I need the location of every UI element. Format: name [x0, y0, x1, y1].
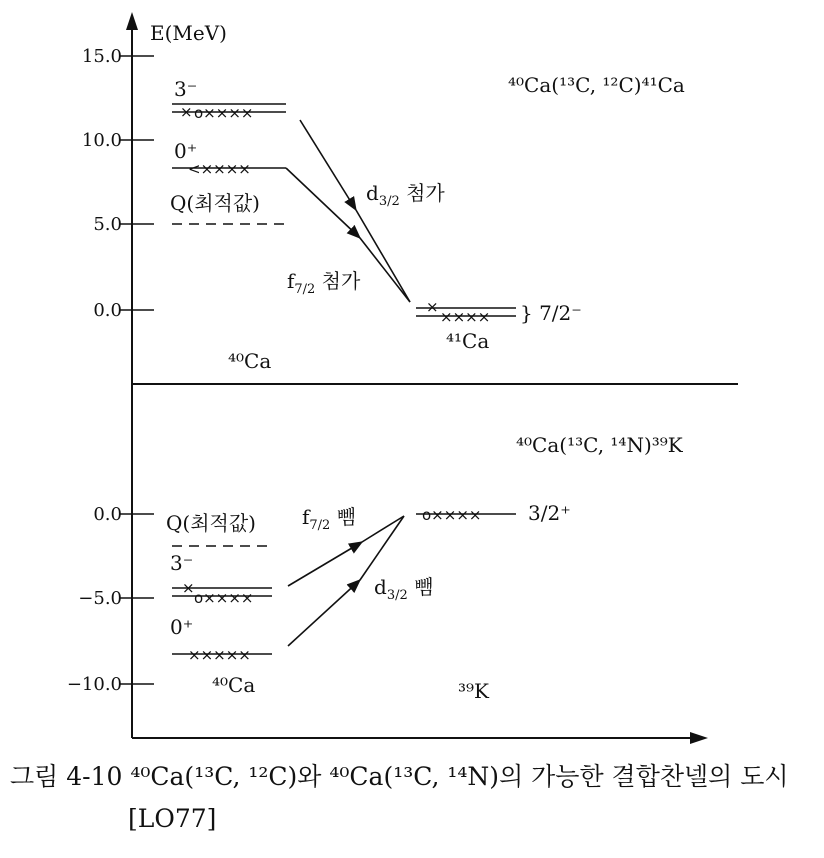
tick-0-bottom: 0.0: [93, 504, 122, 525]
level-3minus-bottom-marks: o××××: [194, 589, 254, 607]
arrow-d32-add: [300, 120, 356, 210]
caption-line-1: 그림 4-10 ⁴⁰Ca(¹³C, ¹²C)와 ⁴⁰Ca(¹³C, ¹⁴N)의 가능한 결합찬넬의 도시: [10, 762, 789, 791]
nucleus-40ca-top: ⁴⁰Ca: [228, 349, 272, 373]
level-0plus-bottom-marks: ×××××: [188, 646, 251, 664]
bottom-ticks: [67, 504, 154, 695]
nucleus-39k: ³⁹K: [458, 679, 489, 703]
tick-minus10: −10.0: [66, 674, 122, 695]
tick-0-top: 0.0: [93, 300, 122, 321]
nucleus-40ca-bottom: ⁴⁰Ca: [212, 673, 256, 697]
level-label-3minus-top: 3⁻: [174, 77, 198, 101]
tick-15: 15.0: [81, 46, 122, 67]
y-axis-label: E(MeV): [150, 21, 227, 45]
caption-line-2: [LO77]: [128, 804, 217, 833]
level-label-7-2minus: } 7/2⁻: [520, 301, 582, 325]
arrow-f72-add: [286, 168, 360, 238]
nucleus-41ca: ⁴¹Ca: [446, 329, 490, 353]
level-label-0plus-bottom: 0⁺: [170, 615, 194, 639]
arrow-f72-remove: [288, 542, 362, 586]
arrow-d32-remove: [288, 580, 360, 646]
level-39k-marks: o××××: [422, 506, 482, 524]
arrow-d32-remove-tail: [360, 516, 404, 580]
level-41ca-crosses: ××××: [440, 308, 491, 326]
y-axis-arrow: [126, 12, 138, 30]
label-d32-remove: $d_{3/2}$ 뺌: [374, 575, 434, 603]
label-d32-add: $d_{3/2}$ 첨가: [366, 181, 445, 209]
level-41ca-cross: ×: [426, 298, 439, 316]
q-optimal-top-label: Q(최적값): [170, 191, 260, 215]
tick-5: 5.0: [93, 214, 122, 235]
tick-minus5: −5.0: [78, 588, 122, 609]
top-ticks: [82, 46, 154, 321]
level-0plus-marks: <××××: [188, 160, 251, 178]
reaction-bottom: ⁴⁰Ca(¹³C, ¹⁴N)³⁹K: [516, 433, 683, 457]
level-label-3minus-bottom: 3⁻: [170, 551, 194, 575]
reaction-top: ⁴⁰Ca(¹³C, ¹²C)⁴¹Ca: [508, 73, 685, 97]
label-f72-remove: $f_{7/2}$ 뺌: [302, 505, 357, 533]
level-3minus-crosses: ×: [180, 103, 193, 121]
arrow-f72-remove-tail: [362, 516, 404, 542]
level-label-3-2plus: 3/2⁺: [528, 501, 571, 525]
label-f72-add: $f_{7/2}$ 첨가: [287, 269, 361, 297]
x-axis-arrow: [690, 732, 708, 744]
arrow-d32-add-tail: [356, 210, 410, 302]
q-optimal-bottom-label: Q(최적값): [166, 511, 256, 535]
tick-10: 10.0: [81, 130, 122, 151]
arrow-f72-add-tail: [360, 238, 410, 302]
level-label-0plus-top: 0⁺: [174, 139, 198, 163]
level-3minus-marks: o××××: [194, 104, 254, 122]
level-3minus-bottom-cross: ×: [182, 579, 195, 597]
